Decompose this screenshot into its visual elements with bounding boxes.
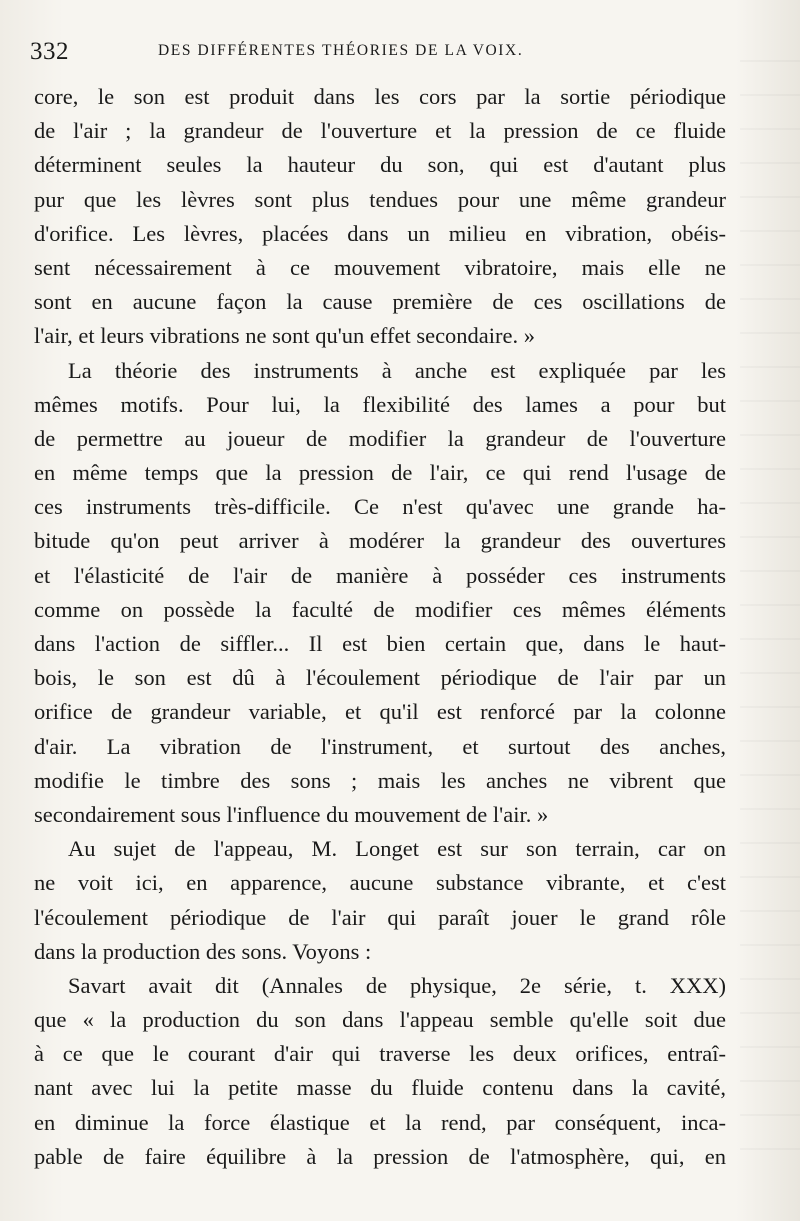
paragraph-3 xyxy=(34,832,726,969)
text-line: bitude qu'on peut arriver à modérer la grandeur des ouvertures xyxy=(34,528,726,554)
text-line: modifie le timbre des sons ; mais les anches ne vibrent que xyxy=(34,767,726,793)
text-line: mêmes motifs. Pour lui, la flexibilité des lames a pour but xyxy=(34,391,726,417)
page-number: 332 xyxy=(30,38,69,65)
text-line: ces instruments très-difficile. Ce n'est qu'avec une grande ha- xyxy=(34,494,726,520)
text-line: l'air, et leurs vibrations ne sont qu'un effet secondaire. » xyxy=(34,323,536,349)
text-line: l'écoulement périodique de l'air qui paraît jouer le grand rôle xyxy=(34,904,726,930)
text-line: comme on possède la faculté de modifier ces mêmes éléments xyxy=(34,596,726,622)
text-line: dans la production des sons. Voyons : xyxy=(34,938,372,964)
text-line: orifice de grandeur variable, et qu'il est renforcé par la colonne xyxy=(34,699,726,725)
text-line: pur que les lèvres sont plus tendues pour une même grandeur xyxy=(34,186,726,212)
text-line: Au sujet de l'appeau, M. Longet est sur son terrain, car on xyxy=(68,836,726,862)
text-line: à ce que le courant d'air qui traverse les deux orifices, entraî- xyxy=(34,1041,726,1067)
text-line: La théorie des instruments à anche est expliquée par les xyxy=(68,357,726,383)
running-title: DES DIFFÉRENTES THÉORIES DE LA VOIX. xyxy=(158,42,524,59)
text-line: nant avec lui la petite masse du fluide contenu dans la cavité, xyxy=(34,1075,726,1101)
text-line: ne voit ici, en apparence, aucune substance vibrante, et c'est xyxy=(34,870,726,896)
bleed-through-shadow xyxy=(740,60,800,1160)
text-line: sent nécessairement à ce mouvement vibratoire, mais elle ne xyxy=(34,254,726,280)
text-line: et l'élasticité de l'air de manière à posséder ces instruments xyxy=(34,562,726,588)
text-line: en même temps que la pression de l'air, ce qui rend l'usage de xyxy=(34,460,726,486)
text-line: de l'air ; la grandeur de l'ouverture et la pression de ce fluide xyxy=(34,118,726,144)
text-line: pable de faire équilibre à la pression de l'atmosphère, qui, en xyxy=(34,1143,726,1169)
text-line: d'orifice. Les lèvres, placées dans un milieu en vibration, obéis- xyxy=(34,220,726,246)
text-line: que « la production du son dans l'appeau semble qu'elle soit due xyxy=(34,1007,726,1033)
paragraph-2 xyxy=(34,354,726,833)
text-line: core, le son est produit dans les cors par la sortie périodique xyxy=(34,84,726,109)
paragraph-4 xyxy=(34,969,726,1174)
text-line: en diminue la force élastique et la rend, par conséquent, inca- xyxy=(34,1109,726,1135)
body-text xyxy=(34,80,726,1174)
text-line: d'air. La vibration de l'instrument, et surtout des anches, xyxy=(34,733,726,759)
page-header xyxy=(30,34,730,74)
text-line: secondairement sous l'influence du mouvement de l'air. » xyxy=(34,801,549,827)
text-line: bois, le son est dû à l'écoulement périodique de l'air par un xyxy=(34,665,726,691)
text-line: dans l'action de siffler... Il est bien certain que, dans le haut- xyxy=(34,631,726,656)
paragraph-1 xyxy=(34,80,726,354)
text-line: de permettre au joueur de modifier la grandeur de l'ouverture xyxy=(34,425,726,451)
text-line: Savart avait dit (Annales de physique, 2e série, t. XXX) xyxy=(68,972,726,998)
text-line: déterminent seules la hauteur du son, qui est d'autant plus xyxy=(34,152,726,178)
text-line: sont en aucune façon la cause première de ces oscillations de xyxy=(34,289,726,315)
